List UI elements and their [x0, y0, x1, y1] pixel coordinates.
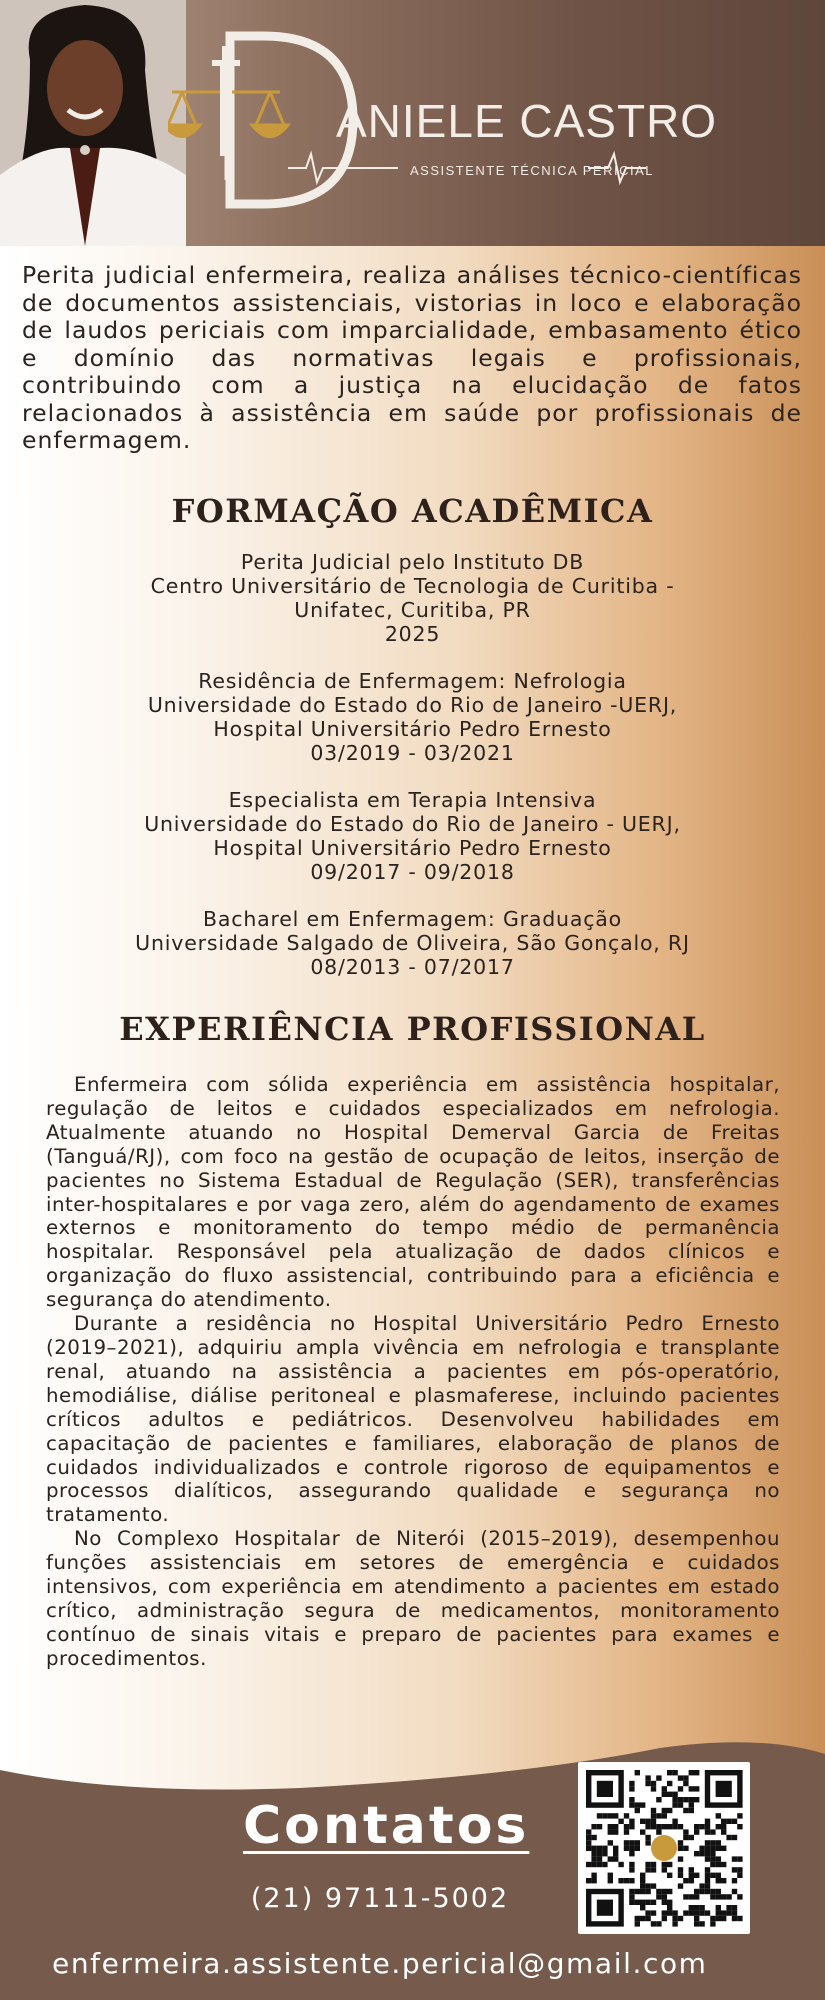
education-line: 03/2019 - 03/2021 [310, 741, 515, 765]
education-item [0, 907, 825, 979]
education-line: Universidade do Estado do Rio de Janeiro - UERJ, [144, 812, 681, 836]
education-line: 09/2017 - 09/2018 [310, 860, 515, 884]
education-title: FORMAÇÃO ACADÊMICA [171, 492, 654, 530]
contacts-title: Contatos [243, 1796, 530, 1856]
education-line: Hospital Universitário Pedro Ernesto [213, 717, 612, 741]
qr-code[interactable] [578, 1762, 750, 1934]
education-line: Bacharel em Enfermagem: Graduação [203, 907, 622, 931]
education-item [0, 669, 825, 765]
intro-paragraph: Perita judicial enfermeira, realiza análises técnico-científicas de documentos assistenciais, vistorias in loco e elaboração de laudos periciais com imparcialidade, embasamento ético e domínio das normativas legais e profissionais, contribuindo com a justiça na elucidação de fatos relacionados à assistência em saúde por profissionais de enfermagem. [22, 261, 802, 454]
education-line: Hospital Universitário Pedro Ernesto [213, 836, 612, 860]
qr-logo-icon [651, 1835, 677, 1861]
experience-paragraph: No Complexo Hospitalar de Niterói (2015–2019), desempenhou funções assistenciais em setores de emergência e cuidados intensivos, com experiência em atendimento a pacientes em estado crítico, administração segura de medicamentos, monitoramento contínuo de sinais vitais e preparo de pacientes para exames e procedimentos. [46, 1527, 780, 1670]
education-line: Especialista em Terapia Intensiva [228, 788, 597, 812]
education-line: Centro Universitário de Tecnologia de Curitiba - [150, 574, 675, 598]
education-line: 2025 [384, 622, 441, 646]
phone-number[interactable]: (21) 97111-5002 [250, 1883, 510, 1914]
education-item [0, 788, 825, 884]
profile-photo [0, 0, 186, 246]
education-line: 08/2013 - 07/2017 [310, 955, 515, 979]
education-item [0, 550, 825, 646]
experience-text [46, 1073, 780, 1671]
experience-title: EXPERIÊNCIA PROFISSIONAL [119, 1010, 706, 1048]
syringe-icon [212, 46, 240, 180]
brand-subtitle: ASSISTENTE TÉCNICA PERICIAL [410, 163, 654, 178]
education-line: Universidade Salgado de Oliveira, São Gonçalo, RJ [135, 931, 690, 955]
education-line: Residência de Enfermagem: Nefrologia [198, 669, 627, 693]
experience-paragraph: Durante a residência no Hospital Universitário Pedro Ernesto (2019–2021), adquiriu ampla vivência em nefrologia e transplante renal, atuando na assistência a pacientes em pós-operatório, hemodiálise, diálise peritoneal e plasmaferese, incluindo pacientes críticos adultos e pediátricos. Desenvolveu habilidades em capacitação de pacientes e familiares, elaboração de planos de cuidados individualizados e controle rigoroso de equipamentos e processos dialíticos, assegurando qualidade e segurança no tratamento. [46, 1312, 780, 1527]
experience-paragraph: Enfermeira com sólida experiência em assistência hospitalar, regulação de leitos e cuidados especializados em nefrologia. Atualmente atuando no Hospital Demerval Garcia de Freitas (Tanguá/RJ), com foco na gestão de ocupação de leitos, inserção de pacientes no Sistema Estadual de Regulação (SER), transferências inter-hospitalares e por vaga zero, além do agendamento de exames externos e monitoramento do tempo médio de permanência hospitalar. Responsável pela atualização de dados clínicos e organização do fluxo assistencial, contribuindo para a eficiência e segurança do atendimento. [46, 1073, 780, 1312]
brand-name: ANIELE CASTRO [336, 95, 718, 147]
email-address[interactable]: enfermeira.assistente.pericial@gmail.com [52, 1947, 708, 1980]
education-line: Unifatec, Curitiba, PR [294, 598, 531, 622]
education-line: Universidade do Estado do Rio de Janeiro -UERJ, [147, 693, 678, 717]
header-banner [0, 0, 825, 246]
education-line: Perita Judicial pelo Instituto DB [240, 550, 585, 574]
